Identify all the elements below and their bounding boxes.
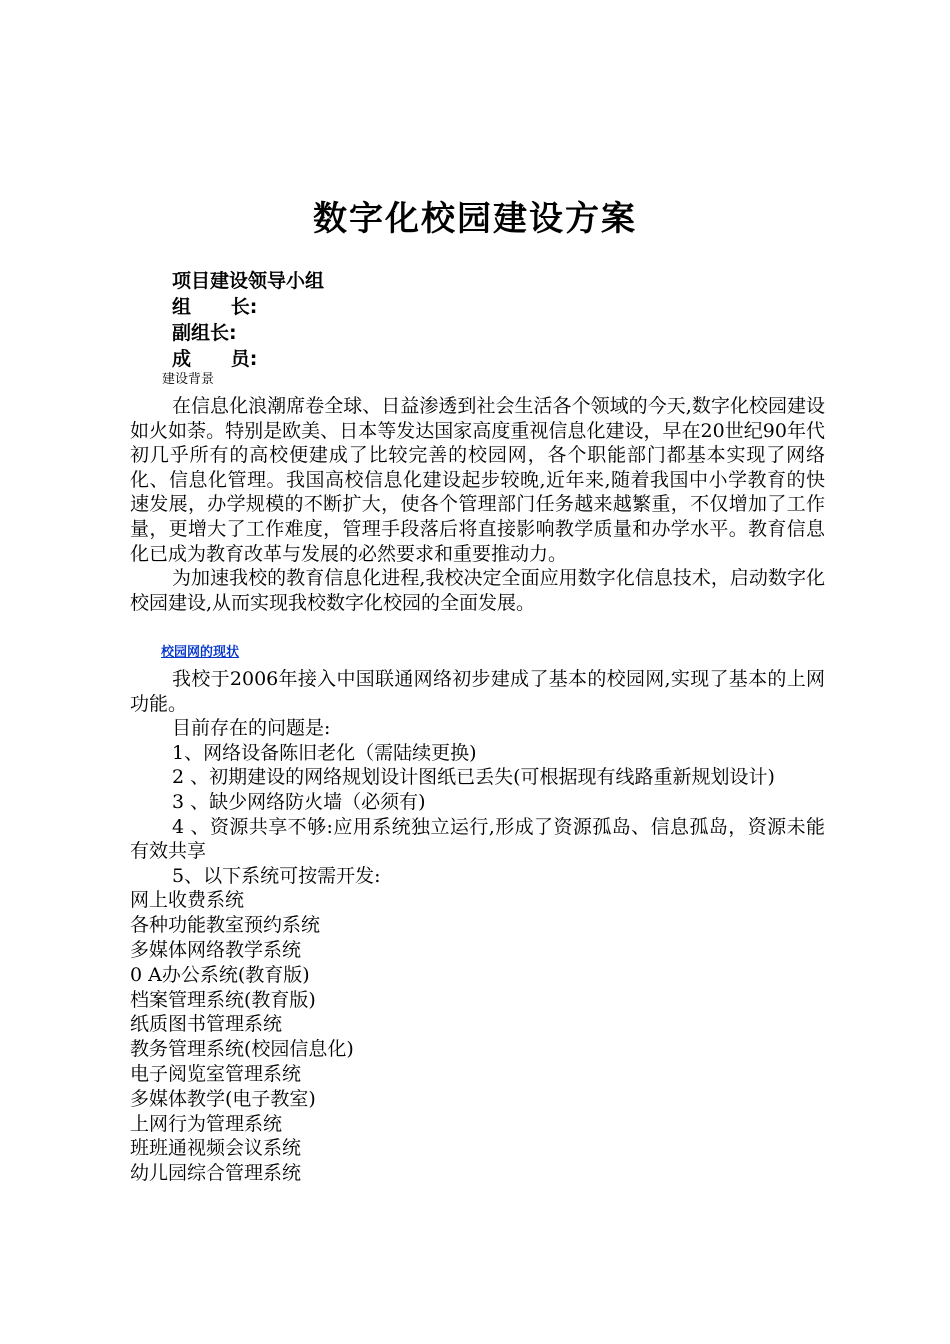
list-item: 网上收费系统 — [130, 889, 245, 912]
systems-list — [130, 888, 825, 1186]
paragraph: 目前存在的问题是: — [172, 717, 331, 740]
section-background-body — [130, 394, 825, 615]
paragraph: 我校于2006年接入中国联通网络初步建成了基本的校园网,实现了基本的上网功能。 — [130, 668, 825, 715]
list-item: 幼儿园综合管理系统 — [130, 1162, 302, 1185]
list-item: 各种功能教室预约系统 — [130, 914, 321, 937]
deputy-leader-line: 副组长: — [172, 322, 237, 344]
problem-item: 4 、资源共享不够:应用系统独立运行,形成了资源孤岛、信息孤岛，资源未能有效共享 — [130, 815, 825, 863]
members-line: 成 员: — [172, 348, 258, 370]
paragraph: 为加速我校的教育信息化进程,我校决定全面应用数字化信息技术，启动数字化校园建设,从而实现我校数字化校园的全面发展。 — [130, 567, 825, 614]
problem-item: 3 、缺少网络防火墙（必须有) — [172, 790, 426, 813]
document-title: 数字化校园建设方案 — [313, 199, 637, 239]
list-item: 纸质图书管理系统 — [130, 1013, 283, 1036]
list-item: 上网行为管理系统 — [130, 1112, 283, 1135]
list-item: 班班通视频会议系统 — [130, 1137, 302, 1160]
section-heading-background: 建设背景 — [162, 372, 215, 387]
section-heading-campus-network-link[interactable]: 校园网的现状 — [161, 645, 240, 660]
list-item: 多媒体教学(电子教室) — [130, 1087, 316, 1110]
list-item: 0 A办公系统(教育版) — [130, 963, 310, 986]
list-item: 教务管理系统(校园信息化) — [130, 1038, 354, 1061]
list-item: 档案管理系统(教育版) — [130, 988, 316, 1011]
problem-item: 5、以下系统可按需开发: — [172, 864, 381, 887]
problem-item: 2 、初期建设的网络规划设计图纸已丢失(可根据现有线路重新规划设计) — [172, 766, 775, 789]
leader-line: 组 长: — [172, 296, 258, 318]
paragraph: 在信息化浪潮席卷全球、日益渗透到社会生活各个领域的今天,数字化校园建设如火如荼。特别是欧美、日本等发达国家高度重视信息化建设，早在20世纪90年代初几乎所有的高校便建成了比较完善的校园网，各个职能部门都基本实现了网络化、信息化管理。我国高校信息化建设起步较晚,近年来,随着我国中小学教育的快速发展，办学规模的不断扩大，使各个管理部门任务越来越繁重，不仅增加了工作量，更增大了工作难度，管理手段落后将直接影响教学质量和办学水平。教育信息化已成为教育改革与发展的必然要求和重要推动力。 — [130, 395, 825, 565]
list-item: 多媒体网络教学系统 — [130, 938, 302, 961]
leadership-group — [172, 268, 324, 372]
list-item: 电子阅览室管理系统 — [130, 1062, 302, 1085]
leadership-group-heading: 项目建设领导小组 — [172, 270, 325, 292]
problem-item: 1、网络设备陈旧老化（需陆续更换) — [172, 741, 477, 764]
section-network-status-body — [130, 667, 825, 1186]
